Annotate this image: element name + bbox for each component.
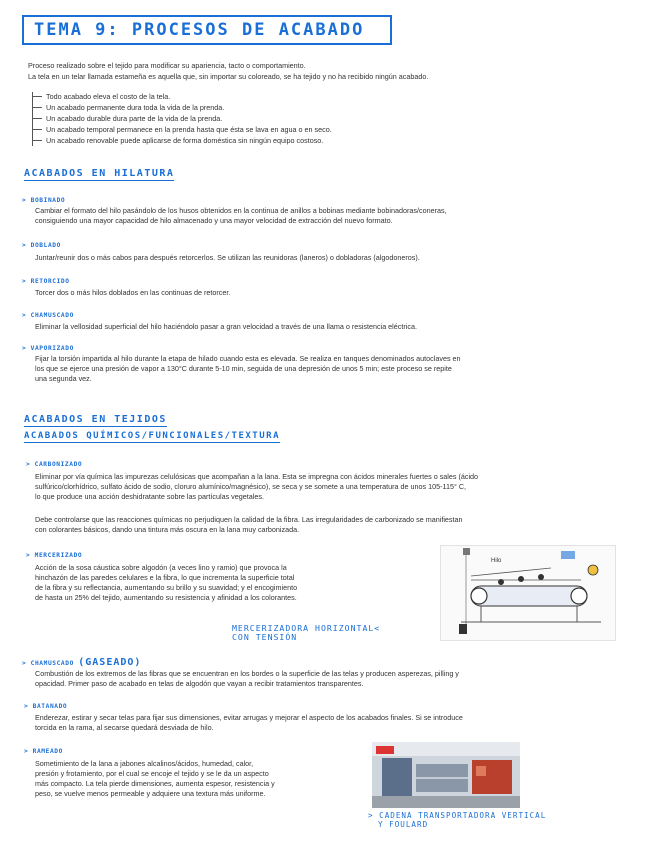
text-line: opacidad. Primer paso de acabado en telas de algodón que vayan a recibir tratamientos transparentes.	[35, 679, 364, 688]
intro-line-2: La tela en un telar llamada estameña es aquella que, sin importar su coloreado, se ha tejido y no ha recibido ningún acabado.	[28, 72, 429, 81]
text-line: Eliminar por vía química las impurezas celulósicas que acompañan a la lana. Esta se impregna con ácidos minerales fuertes o sales (ácido	[35, 472, 479, 481]
text-line: más compacto. La tela pierde dimensiones, aumenta espesor, resistencia y	[35, 779, 275, 788]
figure-caption: CON TENSIÓN	[232, 632, 298, 642]
text-line: Combustión de los extremos de las fibras que se encuentran en los bordes o la superficie de las telas y producen asperezas, pilling y	[35, 669, 459, 678]
text-line: de hasta un 25% del tejido, aumentando su resistencia y afinidad a los colorantes.	[35, 593, 297, 602]
figure-caption: Y FOULARD	[378, 820, 429, 829]
subheading-batanado: > BATANADO	[24, 703, 68, 710]
figure-caption: > CADENA TRANSPORTADORA VERTICAL	[368, 811, 547, 820]
subheading-retorcido: > RETORCIDO	[22, 278, 70, 285]
text-line: Torcer dos o más hilos doblados en las continuas de retorcer.	[35, 288, 231, 297]
text-line: Sometimiento de la lana a jabones alcalinos/ácidos, humedad, calor,	[35, 759, 254, 768]
text-line: presión y frotamiento, por el cual se encoje el tejido y se le da un aspecto	[35, 769, 269, 778]
text-line: hinchazón de las paredes celulares e la fibra, lo que incrementa la superficie total	[35, 573, 295, 582]
text-line: peso, se vuelve menos permeable y adquiere una textura más uniforme.	[35, 789, 266, 798]
subheading-bobinado: > BOBINADO	[22, 197, 66, 204]
stenter-machine-photo	[372, 742, 520, 808]
text-line: Fijar la torsión impartida al hilo durante la etapa de hilado cuando esta es elevada. Se realiza en tanques denominados autoclaves en	[35, 354, 461, 363]
subheading-rameado: > RAMEADO	[24, 748, 63, 755]
subheading-carbonizado: > CARBONIZADO	[26, 461, 83, 468]
list-item: Un acabado temporal permanece en la prenda hasta que ésta se lava en agua o en seco.	[46, 125, 332, 134]
text-line: Enderezar, estirar y secar telas para fijar sus dimensiones, evitar arrugas y mejorar el aspecto de los acabados finales. Si se introduce	[35, 713, 463, 722]
section-subheading: ACABADOS QUÍMICOS/FUNCIONALES/TEXTURA	[24, 431, 280, 441]
text-line: lo que produce una acción deshidratante sobre las partículas vegetales.	[35, 492, 264, 501]
subheading-mercerizado: > MERCERIZADO	[26, 552, 83, 559]
list-item: Un acabado renovable puede aplicarse de forma doméstica sin ningún equipo costoso.	[46, 136, 324, 145]
text-line: con colorantes básicos, dando una tintura más oscura en la lana muy carbonizada.	[35, 525, 300, 534]
subheading-chamuscado-hilo: > CHAMUSCADO	[22, 312, 74, 319]
intro-line-1: Proceso realizado sobre el tejido para modificar su apariencia, tacto o comportamiento.	[28, 61, 306, 70]
svg-text:Hilo: Hilo	[491, 558, 502, 564]
list-item: Un acabado durable dura parte de la vida de la prenda.	[46, 114, 223, 123]
list-item: Un acabado permanente dura toda la vida de la prenda.	[46, 103, 225, 112]
text-line: consiguiendo una mayor capacidad de hilo almacenado y una mayor velocidad de extracción del nuevo formato.	[35, 216, 393, 225]
section-heading-hilatura: ACABADOS EN HILATURA	[24, 168, 175, 179]
text-line: torcida en la rama, al secarse quedará desviada de hilo.	[35, 723, 214, 732]
text-line: de la fibra y su reflectancia, aumentando su brillo y su suavidad; y el encogimiento	[35, 583, 298, 592]
text-line: Debe controlarse que las reacciones químicas no perjudiquen la calidad de la fibra. Las irregularidades de carbonizado se manifiestan	[35, 515, 463, 524]
subheading-chamuscado: > CHAMUSCADO (GASEADO)	[22, 657, 142, 668]
list-item: Todo acabado eleva el costo de la tela.	[46, 92, 171, 101]
text-line: Cambiar el formato del hilo pasándolo de los husos obtenidos en la continua de anillos a bobinas mediante bobinadoras/coneras,	[35, 206, 447, 215]
page-title: TEMA 9: PROCESOS DE ACABADO	[22, 15, 392, 45]
text-line: Eliminar la vellosidad superficial del hilo haciéndolo pasar a gran velocidad a través de una llama o resistencia eléctrica.	[35, 322, 417, 331]
tree-bracket	[32, 92, 43, 146]
subheading-vaporizado: > VAPORIZADO	[22, 345, 74, 352]
text-line: Acción de la sosa cáustica sobre algodón (a veces lino y ramio) que provoca la	[35, 563, 287, 572]
text-line: los que se ejerce una presión de vapor a 130°C durante 5-10 min, seguida de una depresión de unos 5 min; este proceso se repite	[35, 364, 452, 373]
subheading-doblado: > DOBLADO	[22, 242, 61, 249]
text-line: sulfúrico/clorhídrico, sulfato ácido de sodio, cloruro alumínico/magnésico), se seca y se somete a una temperatura de unos 105-115° C,	[35, 482, 467, 491]
mercerizing-machine-diagram	[440, 545, 616, 641]
text-line: una segunda vez.	[35, 374, 92, 383]
text-line: Juntar/reunir dos o más cabos para después retorcerlos. Se utilizan las reunidoras (laneros) o dobladoras (algodoneros).	[35, 253, 420, 262]
figure-caption: MERCERIZADORA HORIZONTAL<	[232, 623, 381, 633]
section-heading-tejidos: ACABADOS EN TEJIDOS	[24, 414, 167, 425]
